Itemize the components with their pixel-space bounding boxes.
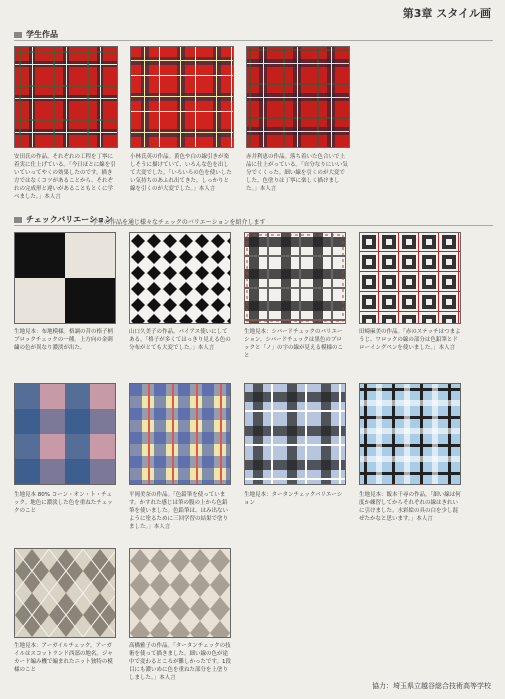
section-title-check-variation: チェックバリエーション xyxy=(14,214,113,225)
caption-check-9: 生地見本：アーガイルチェック。アーガイルはスコットランド西部の地名。ジャカード編み機で編まれたニット独特の模様のこと xyxy=(14,643,113,673)
tartan-swatch-3 xyxy=(246,46,350,148)
grid-check-swatch xyxy=(359,232,461,324)
caption-check-5: 生地見本 80% コーン・オン・ト・チェック。地色に濃淡した色を重ねたチェックのこと xyxy=(14,492,113,514)
caption-check-6: 平岡美奈の作品。「色鉛筆を使っています。かすれた感じは筆の腹の上から色鉛筆を使いました。色鉛筆は、はみ出ないように塗るために三回学習の結果で塗りました。」本人言 xyxy=(129,492,229,530)
caption-check-7: 生地見本：タータンチェックバリエーション xyxy=(244,492,343,506)
blue-pink-check-swatch xyxy=(14,383,116,485)
section-rule-1 xyxy=(14,40,493,41)
tartan-variation-swatch xyxy=(244,383,346,485)
caption-check-10: 高橋雅子の作品。「タータンチェックの技術を使って描きました。細い線の色が途中で変わるところが難しかったです。1段目にも濃いめに色を重ねた部分を上塗りしました。」本人言 xyxy=(129,643,232,681)
caption-check-4: 田崎麻美の作品。「赤のステッチはつまようじ、ワロックの線の部分は色鉛筆とドローイングペンを使いました。」本人言 xyxy=(359,329,461,351)
tartan-swatch-1 xyxy=(14,46,118,148)
caption-student-2: 小林氏英の作品。黄色や白の線引きが楽しそうに描けていて、いろんな色を出して大変でした。「いろいろの色を使いしたい気持ちのあふれ出てきた。しっかりと線を引くのが大変でした。」本人言 xyxy=(130,154,232,192)
caption-check-8: 生地見本：飯本千尋の作品。「細い線は何度か練習してからそれぞれの線はきれいに引けました。水彩絵の具の白を少し混ぜたかなと思います。」本人言 xyxy=(359,492,461,522)
caption-student-3: 赤井利恵の作品。落ち着いた色合いで上品に仕上がっている。「自分なりにいい気分でくくった。細い線を引くのが大変でした。色塗りは丁寧に楽しく描けました。」本人言 xyxy=(246,154,348,192)
light-blue-check-swatch xyxy=(359,383,461,485)
shepherd-check-swatch xyxy=(244,232,346,324)
diamond-knit-swatch xyxy=(129,548,231,638)
blue-yellow-check-swatch xyxy=(129,383,231,485)
section-subtitle: 学生の作品を通じ様々なチェックのバリエーションを紹介します xyxy=(92,219,266,226)
chapter-header: 第3章 スタイル画 xyxy=(402,7,491,20)
credit-line: 協力：埼玉県立越谷総合技術高等学校 xyxy=(372,682,491,690)
caption-check-2: 山口久美子の作品。バイアス使いにしてある。「格子が多くてはっきり見える色の分布がとても大変でした。」本人言 xyxy=(129,329,231,351)
caption-check-3: 生地見本：シバードチェックのバリエーション。シバードチェックは黒色のブロックと「ノ」の字の線が見える模様のこと xyxy=(244,329,344,359)
section-rule-2 xyxy=(14,225,493,226)
diamond-check-swatch xyxy=(129,232,231,324)
argyle-check-swatch xyxy=(14,548,116,638)
caption-student-1: 安田氏の作品。それぞれの工程を丁寧に着実に仕上げている。「今日ほとに線を引いていってやくの効果したのです。描き方ではなくコツがあることから、それぞれの完成形と違いがあることもとくに学べました。」本人言 xyxy=(14,154,116,200)
tartan-swatch-2 xyxy=(130,46,234,148)
section-title-student-works: 学生作品 xyxy=(14,29,58,40)
block-check-swatch xyxy=(14,232,116,324)
caption-check-1: 生地見本：布地模様。格調の昔の格子柄ブロックチェックの一種。上方向の金刺繍の色が異なり濃淡が出た。 xyxy=(14,329,114,351)
